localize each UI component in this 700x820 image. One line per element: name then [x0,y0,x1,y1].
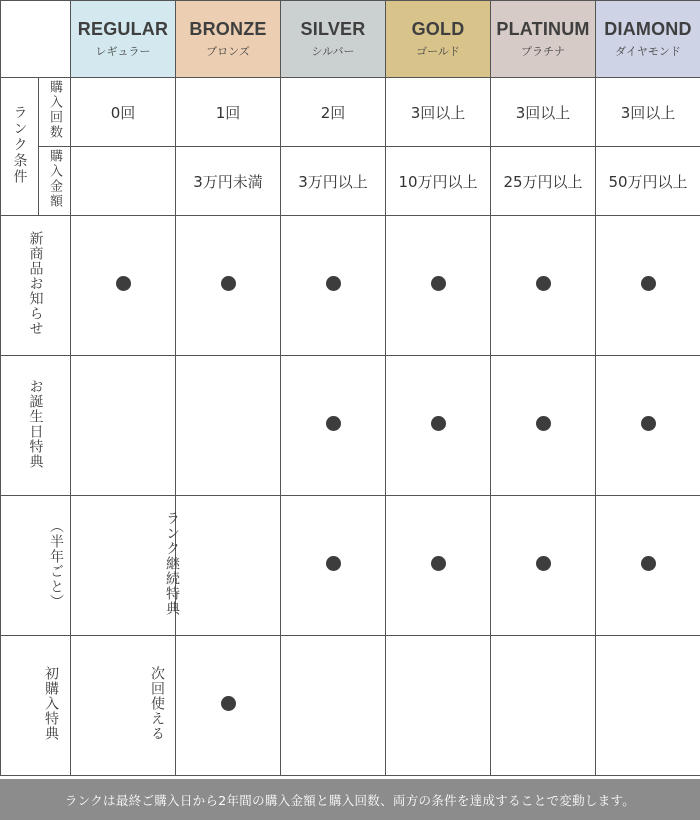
included-dot [641,416,656,431]
benefit-label: 新商品お知らせ [27,231,44,336]
rank-name-ja: プラチナ [521,45,565,58]
benefit-label-cell [1,496,180,636]
purchase-count-label-cell [39,78,71,147]
rank-header-regular [71,1,176,78]
rank-header-gold [386,1,491,78]
count-value: 2回 [281,78,386,147]
benefit-cell [281,356,386,496]
count-value: 3回以上 [596,78,700,147]
amount-value: 50万円以上 [596,147,700,216]
benefit-cell [596,636,700,776]
benefit-cell [596,216,700,356]
benefit-cell [281,216,386,356]
purchase-amount-label: 購入金額 [47,149,62,209]
benefit-cell [71,216,176,356]
benefit-sublabel: 初購入特典 [43,666,59,741]
rank-name-ja: ダイヤモンド [615,45,681,58]
amount-value: 10万円以上 [386,147,491,216]
benefit-row-continuation [1,496,700,636]
purchase-amount-label-cell [39,147,71,216]
included-dot [221,696,236,711]
amount-value: 3万円未満 [176,147,281,216]
included-dot [221,276,236,291]
included-dot [326,276,341,291]
amount-value [71,147,176,216]
benefit-cell [176,216,281,356]
benefit-label: 次回使える [149,666,165,741]
rank-name-en: REGULAR [77,19,169,39]
rank-name-en: PLATINUM [496,19,590,39]
included-dot [431,416,446,431]
included-dot [116,276,131,291]
benefit-cell [281,636,386,776]
rank-header-diamond [596,1,700,78]
benefit-cell [386,496,491,636]
benefit-cell [491,356,596,496]
amount-value: 25万円以上 [491,147,596,216]
rank-name-ja: シルバー [311,45,355,58]
rank-name-en: GOLD [411,19,465,39]
rank-name-en: SILVER [300,19,366,39]
count-value: 3回以上 [491,78,596,147]
included-dot [641,556,656,571]
benefit-cell [281,496,386,636]
footer-note: ランクは最終ご購入日から2年間の購入金額と購入回数、両方の条件を達成することで変動します。 [0,779,700,820]
benefit-sublabel: （半年ごと） [48,518,64,609]
rank-header-silver [281,1,386,78]
count-value: 3回以上 [386,78,491,147]
rank-name-ja: ゴールド [416,45,460,58]
benefit-cell [386,636,491,776]
benefit-label: ランク継続特典 [164,511,180,616]
benefit-cell [71,356,176,496]
amount-value: 3万円以上 [281,147,386,216]
included-dot [431,276,446,291]
included-dot [536,556,551,571]
rank-name-en: BRONZE [189,19,267,39]
rank-header-platinum [491,1,596,78]
benefit-label-pair [1,666,207,741]
benefit-label-cell [1,636,165,776]
benefit-label-cell [1,356,71,496]
benefit-row-first-purchase [1,636,700,776]
count-value: 1回 [176,78,281,147]
included-dot [326,556,341,571]
rank-header-bronze [176,1,281,78]
rank-header-row [1,1,700,78]
purchase-count-label: 購入回数 [47,80,62,140]
included-dot [431,556,446,571]
included-dot [536,276,551,291]
benefit-cell [491,216,596,356]
rank-name-ja: ブロンズ [206,45,250,58]
benefit-label-pair [1,511,227,616]
benefit-cell [491,636,596,776]
rank-condition-label: ランク条件 [11,104,28,185]
benefit-cell [596,356,700,496]
benefit-cell [386,216,491,356]
rank-name-ja: レギュラー [95,45,151,58]
included-dot [326,416,341,431]
count-value: 0回 [71,78,176,147]
rank-condition-label-cell [1,78,39,216]
corner-cell [1,1,71,78]
benefit-cell [176,356,281,496]
benefit-label: お誕生日特典 [27,378,44,469]
benefit-cell [596,496,700,636]
benefit-cell [491,496,596,636]
purchase-amount-row [1,147,700,216]
benefit-row-birthday [1,356,700,496]
benefit-cell [386,356,491,496]
included-dot [536,416,551,431]
benefit-row-new-product [1,216,700,356]
included-dot [641,276,656,291]
benefit-label-cell [1,216,71,356]
rank-name-en: DIAMOND [604,19,692,39]
purchase-count-row [1,78,700,147]
